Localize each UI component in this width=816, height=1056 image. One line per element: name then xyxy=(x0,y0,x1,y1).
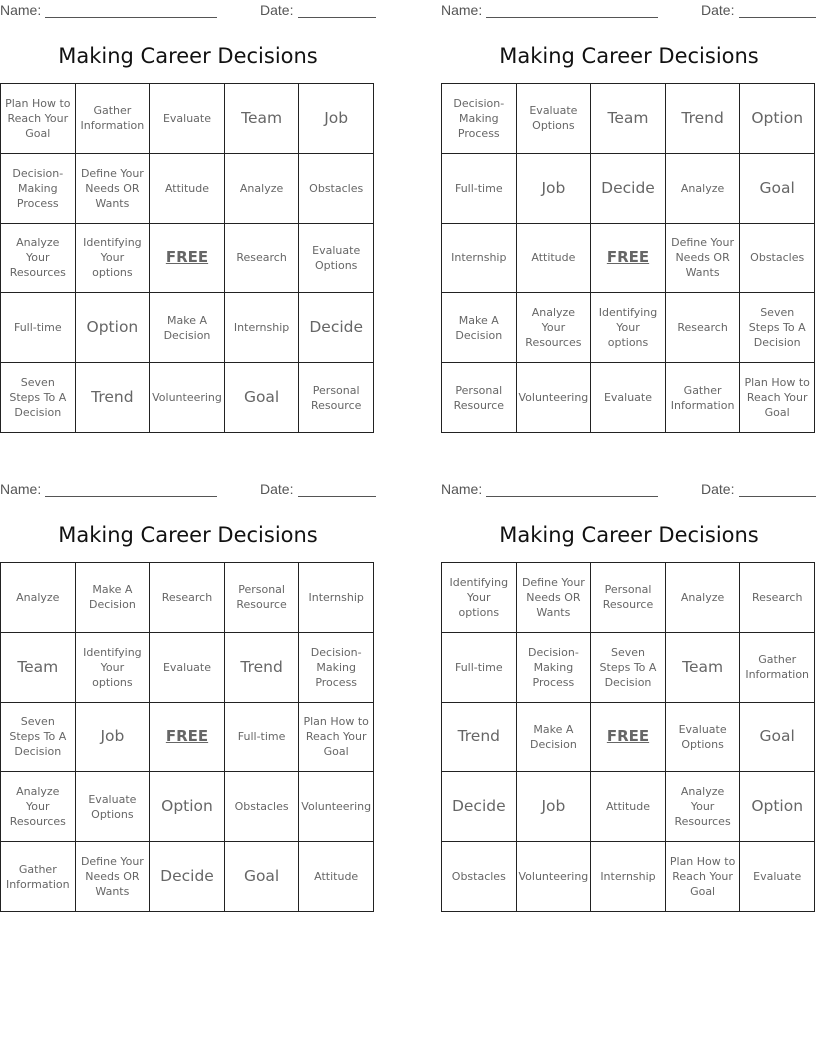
bingo-cell[interactable]: Job xyxy=(299,84,374,154)
bingo-cell[interactable]: Analyze Your Resources xyxy=(517,293,592,363)
bingo-cell[interactable]: Goal xyxy=(740,703,815,773)
bingo-card-2 xyxy=(441,0,816,420)
bingo-grid xyxy=(0,562,374,912)
name-date-line xyxy=(0,479,376,501)
bingo-cell[interactable]: Attitude xyxy=(150,154,225,224)
bingo-cell[interactable]: Identifying Your options xyxy=(76,633,151,703)
bingo-cell[interactable]: Trend xyxy=(666,84,741,154)
bingo-cell[interactable]: Define Your Needs OR Wants xyxy=(666,224,741,294)
bingo-cell[interactable]: Attitude xyxy=(517,224,592,294)
bingo-cell[interactable]: Goal xyxy=(740,154,815,224)
bingo-cell[interactable]: Plan How to Reach Your Goal xyxy=(740,363,815,433)
bingo-cell[interactable]: Full-time xyxy=(442,154,517,224)
bingo-cell[interactable]: Seven Steps To A Decision xyxy=(1,703,76,773)
bingo-cell[interactable]: Full-time xyxy=(442,633,517,703)
card-title: Making Career Decisions xyxy=(499,44,759,68)
free-space-cell[interactable]: FREE xyxy=(150,224,225,294)
name-date-line xyxy=(441,0,816,22)
name-blank[interactable] xyxy=(45,496,217,497)
bingo-cell[interactable]: Define Your Needs OR Wants xyxy=(76,154,151,224)
bingo-cell[interactable]: Job xyxy=(76,703,151,773)
bingo-cell[interactable]: Make A Decision xyxy=(150,293,225,363)
bingo-cell[interactable]: Seven Steps To A Decision xyxy=(1,363,76,433)
bingo-cell[interactable]: Full-time xyxy=(225,703,300,773)
date-blank[interactable] xyxy=(298,17,376,18)
bingo-cell[interactable]: Evaluate xyxy=(591,363,666,433)
bingo-cell[interactable]: Team xyxy=(666,633,741,703)
date-label: Date: xyxy=(260,481,294,497)
bingo-cell[interactable]: Analyze xyxy=(666,154,741,224)
bingo-cell[interactable]: Gather Information xyxy=(666,363,741,433)
date-label: Date: xyxy=(701,2,735,18)
name-label: Name: xyxy=(0,2,42,18)
bingo-grid xyxy=(441,83,815,433)
name-blank[interactable] xyxy=(486,17,658,18)
bingo-cell[interactable]: Option xyxy=(740,84,815,154)
bingo-cell[interactable]: Volunteering xyxy=(517,363,592,433)
bingo-cell[interactable]: Research xyxy=(150,563,225,633)
bingo-cell[interactable]: Plan How to Reach Your Goal xyxy=(666,842,741,912)
bingo-cell[interactable]: Trend xyxy=(225,633,300,703)
bingo-cell[interactable]: Seven Steps To A Decision xyxy=(740,293,815,363)
bingo-cell[interactable]: Personal Resource xyxy=(442,363,517,433)
bingo-cell[interactable]: Seven Steps To A Decision xyxy=(591,633,666,703)
bingo-cell[interactable]: Internship xyxy=(442,224,517,294)
bingo-cell[interactable]: Job xyxy=(517,154,592,224)
bingo-cell[interactable]: Evaluate xyxy=(150,84,225,154)
bingo-cell[interactable]: Plan How to Reach Your Goal xyxy=(299,703,374,773)
bingo-cell[interactable]: Analyze xyxy=(225,154,300,224)
bingo-card-1 xyxy=(0,0,376,420)
bingo-cell[interactable]: Make A Decision xyxy=(76,563,151,633)
bingo-cell[interactable]: Make A Decision xyxy=(517,703,592,773)
bingo-cell[interactable]: Analyze xyxy=(1,563,76,633)
name-date-line xyxy=(0,0,376,22)
bingo-cell[interactable]: Internship xyxy=(591,842,666,912)
bingo-cell[interactable]: Goal xyxy=(225,842,300,912)
bingo-cell[interactable]: Personal Resource xyxy=(591,563,666,633)
bingo-cell[interactable]: Internship xyxy=(299,563,374,633)
bingo-cell[interactable]: Obstacles xyxy=(299,154,374,224)
bingo-cell[interactable]: Decide xyxy=(299,293,374,363)
bingo-cell[interactable]: Evaluate Options xyxy=(299,224,374,294)
free-space-cell[interactable]: FREE xyxy=(591,224,666,294)
name-blank[interactable] xyxy=(45,17,217,18)
bingo-cell[interactable]: Evaluate xyxy=(740,842,815,912)
bingo-cell[interactable]: Option xyxy=(76,293,151,363)
bingo-grid xyxy=(441,562,815,912)
bingo-cell[interactable]: Gather Information xyxy=(1,842,76,912)
bingo-cell[interactable]: Decide xyxy=(150,842,225,912)
bingo-cell[interactable]: Research xyxy=(666,293,741,363)
bingo-cell[interactable]: Decide xyxy=(442,772,517,842)
bingo-cell[interactable]: Full-time xyxy=(1,293,76,363)
bingo-cell[interactable]: Obstacles xyxy=(442,842,517,912)
date-label: Date: xyxy=(701,481,735,497)
date-blank[interactable] xyxy=(739,17,816,18)
free-space-cell[interactable]: FREE xyxy=(591,703,666,773)
bingo-cell[interactable]: Define Your Needs OR Wants xyxy=(76,842,151,912)
bingo-cell[interactable]: Research xyxy=(225,224,300,294)
bingo-cell[interactable]: Volunteering xyxy=(517,842,592,912)
bingo-cell[interactable]: Identifying Your options xyxy=(591,293,666,363)
bingo-cell[interactable]: Gather Information xyxy=(76,84,151,154)
bingo-cell[interactable]: Volunteering xyxy=(150,363,225,433)
name-label: Name: xyxy=(0,481,42,497)
bingo-cell[interactable]: Trend xyxy=(76,363,151,433)
bingo-cell[interactable]: Analyze Your Resources xyxy=(1,224,76,294)
bingo-cell[interactable]: Job xyxy=(517,772,592,842)
bingo-cell[interactable]: Attitude xyxy=(591,772,666,842)
bingo-cell[interactable]: Research xyxy=(740,563,815,633)
bingo-cell[interactable]: Analyze Your Resources xyxy=(666,772,741,842)
bingo-cell[interactable]: Identifying Your options xyxy=(76,224,151,294)
bingo-cell[interactable]: Decision-Making Process xyxy=(517,633,592,703)
bingo-cell[interactable]: Decision-Making Process xyxy=(1,154,76,224)
bingo-cell[interactable]: Attitude xyxy=(299,842,374,912)
bingo-cell[interactable]: Gather Information xyxy=(740,633,815,703)
bingo-cell[interactable]: Team xyxy=(225,84,300,154)
bingo-cell[interactable]: Make A Decision xyxy=(442,293,517,363)
bingo-cell[interactable]: Analyze Your Resources xyxy=(1,772,76,842)
bingo-cell[interactable]: Personal Resource xyxy=(225,563,300,633)
name-label: Name: xyxy=(441,2,483,18)
card-title: Making Career Decisions xyxy=(58,523,318,547)
bingo-cell[interactable]: Volunteering xyxy=(299,772,374,842)
date-blank[interactable] xyxy=(739,496,816,497)
name-label: Name: xyxy=(441,481,483,497)
bingo-card-3 xyxy=(0,479,376,899)
bingo-cell[interactable]: Decision-Making Process xyxy=(299,633,374,703)
bingo-cell[interactable]: Evaluate Options xyxy=(517,84,592,154)
bingo-cell[interactable]: Option xyxy=(150,772,225,842)
bingo-card-4 xyxy=(441,479,816,899)
bingo-cell[interactable]: Define Your Needs OR Wants xyxy=(517,563,592,633)
bingo-cell[interactable]: Obstacles xyxy=(225,772,300,842)
bingo-cell[interactable]: Decision-Making Process xyxy=(442,84,517,154)
bingo-cell[interactable]: Analyze xyxy=(666,563,741,633)
card-title: Making Career Decisions xyxy=(58,44,318,68)
bingo-cell[interactable]: Team xyxy=(1,633,76,703)
bingo-cell[interactable]: Internship xyxy=(225,293,300,363)
bingo-cell[interactable]: Decide xyxy=(591,154,666,224)
bingo-cell[interactable]: Option xyxy=(740,772,815,842)
date-blank[interactable] xyxy=(298,496,376,497)
bingo-cell[interactable]: Goal xyxy=(225,363,300,433)
free-space-cell[interactable]: FREE xyxy=(150,703,225,773)
bingo-cell[interactable]: Trend xyxy=(442,703,517,773)
bingo-grid xyxy=(0,83,374,433)
bingo-cell[interactable]: Evaluate Options xyxy=(76,772,151,842)
card-title: Making Career Decisions xyxy=(499,523,759,547)
bingo-cell[interactable]: Evaluate Options xyxy=(666,703,741,773)
name-blank[interactable] xyxy=(486,496,658,497)
bingo-cell[interactable]: Plan How to Reach Your Goal xyxy=(1,84,76,154)
bingo-cell[interactable]: Evaluate xyxy=(150,633,225,703)
name-date-line xyxy=(441,479,816,501)
bingo-cell[interactable]: Team xyxy=(591,84,666,154)
date-label: Date: xyxy=(260,2,294,18)
bingo-cell[interactable]: Identifying Your options xyxy=(442,563,517,633)
bingo-cell[interactable]: Obstacles xyxy=(740,224,815,294)
bingo-cell[interactable]: Personal Resource xyxy=(299,363,374,433)
